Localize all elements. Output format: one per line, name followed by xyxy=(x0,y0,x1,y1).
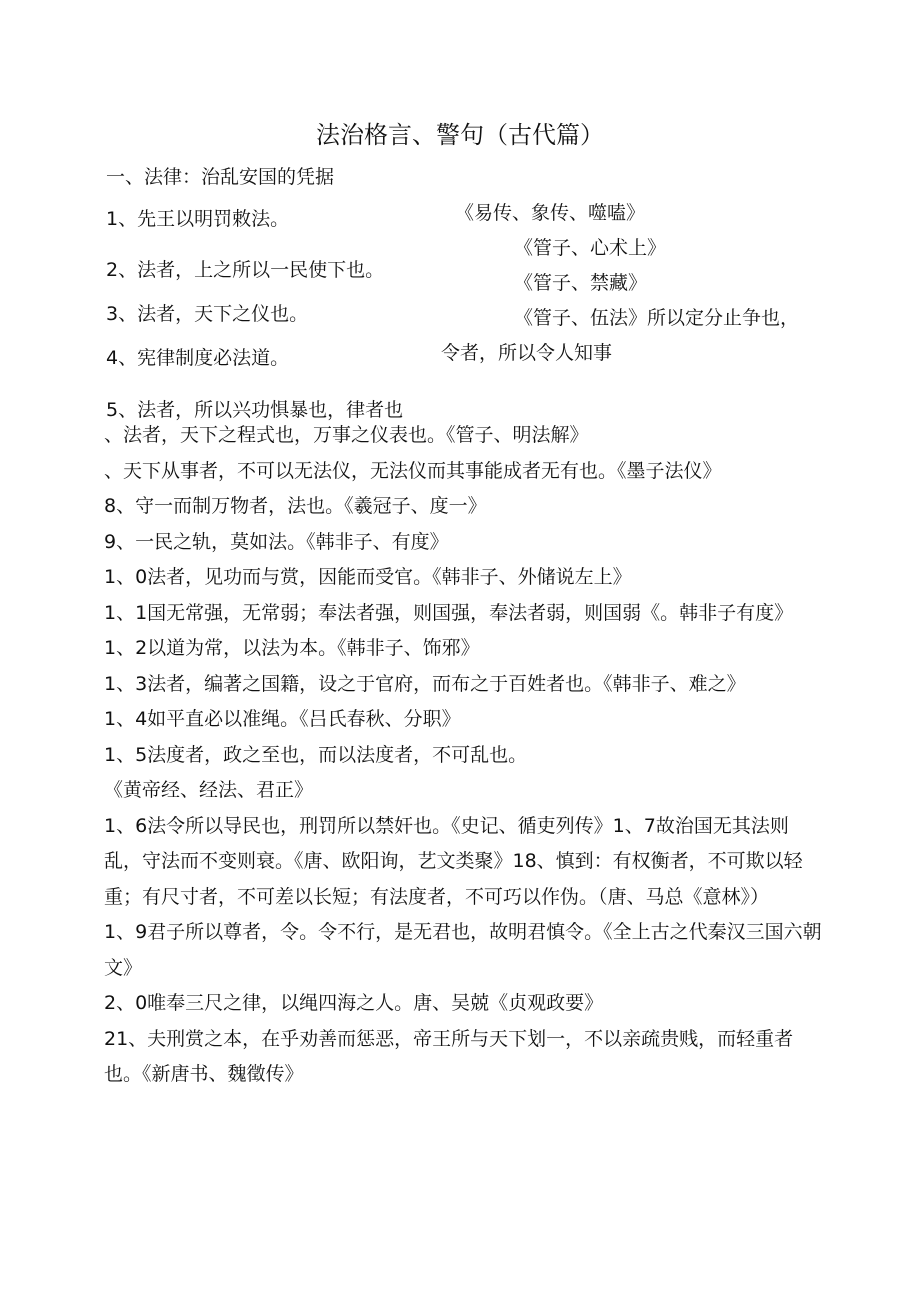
quote-21: 21、夫刑赏之本，在乎劝善而惩恶，帝王所与天下划一，不以亲疏贵贱，而轻重者也。《新唐书、魏徵传》 xyxy=(104,1027,794,1085)
quote-19: 1、9君子所以尊者，令。令不行，是无君也，故明君慎令。《全上古之代秦汉三国六朝文》 xyxy=(104,921,822,979)
source-2: 《管子、心术上》 xyxy=(514,237,667,259)
quote-3: 3、法者，天下之仪也。 xyxy=(106,303,309,325)
section-heading: 一、法律：治乱安国的凭据 xyxy=(106,166,335,188)
quote-list xyxy=(104,418,824,1093)
quote-8: 8、守一而制万物者，法也。《羲冠子、度一》 xyxy=(104,495,487,517)
quote-7: 、天下从事者，不可以无法仪，无法仪而其事能成者无有也。《墨子法仪》 xyxy=(104,459,722,482)
quote-15-source: 《黄帝经、经法、君正》 xyxy=(104,779,314,801)
quote-15: 1、5法度者，政之至也，而以法度者，不可乱也。 xyxy=(104,743,528,766)
quote-1: 1、先王以明罚敕法。 xyxy=(106,208,290,230)
quote-14: 1、4如平直必以准绳。《吕氏春秋、分职》 xyxy=(104,708,461,730)
clipped-line-5 xyxy=(106,398,526,421)
page-title: 法治格言、警句（古代篇） xyxy=(316,121,604,149)
quote-9: 9、一民之轨，莫如法。《韩非子、有度》 xyxy=(104,530,449,553)
clipped-line-5-text: 5、法者，所以兴功惧暴也，律者也 xyxy=(106,399,404,421)
source-5: 令者，所以令人知事 xyxy=(441,342,613,364)
quote-16-18: 1、6法令所以导民也，刑罚所以禁奸也。《史记、循吏列传》1、7故治国无其法则乱，守法而不变则衰。《唐、欧阳询，艺文类聚》18、慎到：有权衡者，不可欺以轻重；有尺寸者，不可差以长短；有法度者，不可巧以作伪。（唐、马总《意林》） xyxy=(104,814,803,908)
source-3: 《管子、禁藏》 xyxy=(514,272,648,294)
quote-4: 4、宪律制度必法道。 xyxy=(106,347,290,369)
quote-6: 、法者，天下之程式也，万事之仪表也。《管子、明法解》 xyxy=(104,424,589,446)
quote-20: 2、0唯奉三尺之律，以绳四海之人。唐、吴兢《贞观政要》 xyxy=(104,992,604,1014)
quote-10: 1、0法者，见功而与赏，因能而受官。《韩非子、外储说左上》 xyxy=(104,566,632,588)
source-1: 《易传、象传、噬嗑》 xyxy=(455,202,646,224)
quote-12: 1、2以道为常，以法为本。《韩非子、饰邪》 xyxy=(104,637,480,659)
quote-13: 1、3法者，编著之国籍，设之于官府，而布之于百姓者也。《韩非子、难之》 xyxy=(104,672,746,695)
quote-2: 2、法者，上之所以一民使下也。 xyxy=(106,259,385,281)
quote-11: 1、1国无常强，无常弱；奉法者强，则国强，奉法者弱，则国弱《。韩非子有度》 xyxy=(104,601,794,624)
source-4: 《管子、伍法》所以定分止争也， xyxy=(514,307,800,329)
